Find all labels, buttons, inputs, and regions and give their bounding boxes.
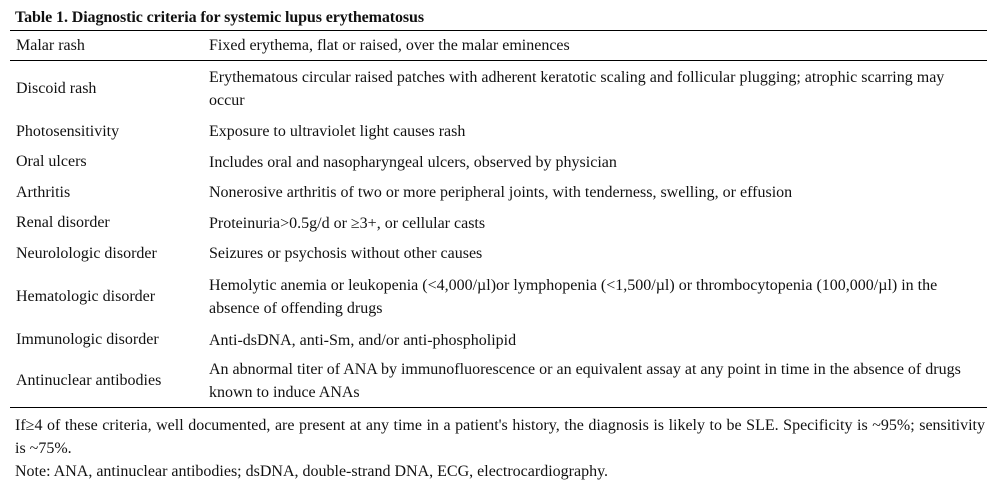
table-row (10, 31, 987, 61)
row-description: Nonerosive arthritis of two or more peripheral joints, with tenderness, swelling, or effusion (209, 184, 793, 202)
table-row (10, 356, 987, 408)
row-description: An abnormal titer of ANA by immunofluorescence or an equivalent assay at any point in time in the absence of drugs known to induce ANAs (209, 361, 961, 402)
criteria-table (10, 30, 987, 408)
table-row (10, 269, 987, 325)
table-row (10, 178, 987, 209)
row-term: Oral ulcers (16, 153, 87, 171)
row-description: Hemolytic anemia or leukopenia (<4,000/µl)or lymphopenia (<1,500/µl) or thrombocytopenia (100,000/µl) in the absence of offending drugs (209, 277, 938, 317)
row-description: Erythematous circular raised patches with adherent keratotic scaling and follicular plugging; atrophic scarring may occur (209, 68, 945, 109)
abbreviation-note: Note: ANA, antinuclear antibodies; dsDNA, double-strand DNA, ECG, electrocardiography. (15, 463, 609, 480)
row-term: Arthritis (16, 183, 71, 201)
row-description: Seizures or psychosis without other causes (209, 245, 483, 263)
table-row (10, 325, 987, 356)
table-row (10, 208, 987, 239)
row-term: Hematologic disorder (16, 288, 156, 305)
row-term: Antinuclear antibodies (16, 372, 162, 390)
row-description: Exposure to ultraviolet light causes rash (209, 123, 466, 141)
table-row (10, 61, 987, 117)
row-description: Includes oral and nasopharyngeal ulcers, observed by physician (209, 153, 617, 171)
row-term: Photosensitivity (16, 122, 120, 140)
table-footer (10, 408, 985, 483)
table-container (10, 0, 987, 483)
table-row (10, 117, 987, 148)
table-footnote: If≥4 of these criteria, well documented, are present at any time in a patient's history, the diagnosis is likely to be SLE. Specificity is ~95%; sensitivity is ~75%. (15, 417, 985, 457)
row-description: Anti-dsDNA, anti-Sm, and/or anti-phospholipid (209, 331, 517, 349)
row-term: Malar rash (10, 31, 209, 61)
row-term: Immunologic disorder (16, 331, 159, 349)
row-term: Discoid rash (16, 79, 97, 97)
row-term: Neurolologic disorder (16, 244, 157, 262)
row-description: Fixed erythema, flat or raised, over the malar eminences (209, 31, 987, 61)
row-term: Renal disorder (16, 214, 110, 232)
table-row (10, 239, 987, 270)
table-row (10, 147, 987, 178)
row-description: Proteinuria>0.5g/d or ≥3+, or cellular casts (209, 214, 486, 232)
table-title: Table 1. Diagnostic criteria for systemic lupus erythematosus (15, 9, 424, 26)
